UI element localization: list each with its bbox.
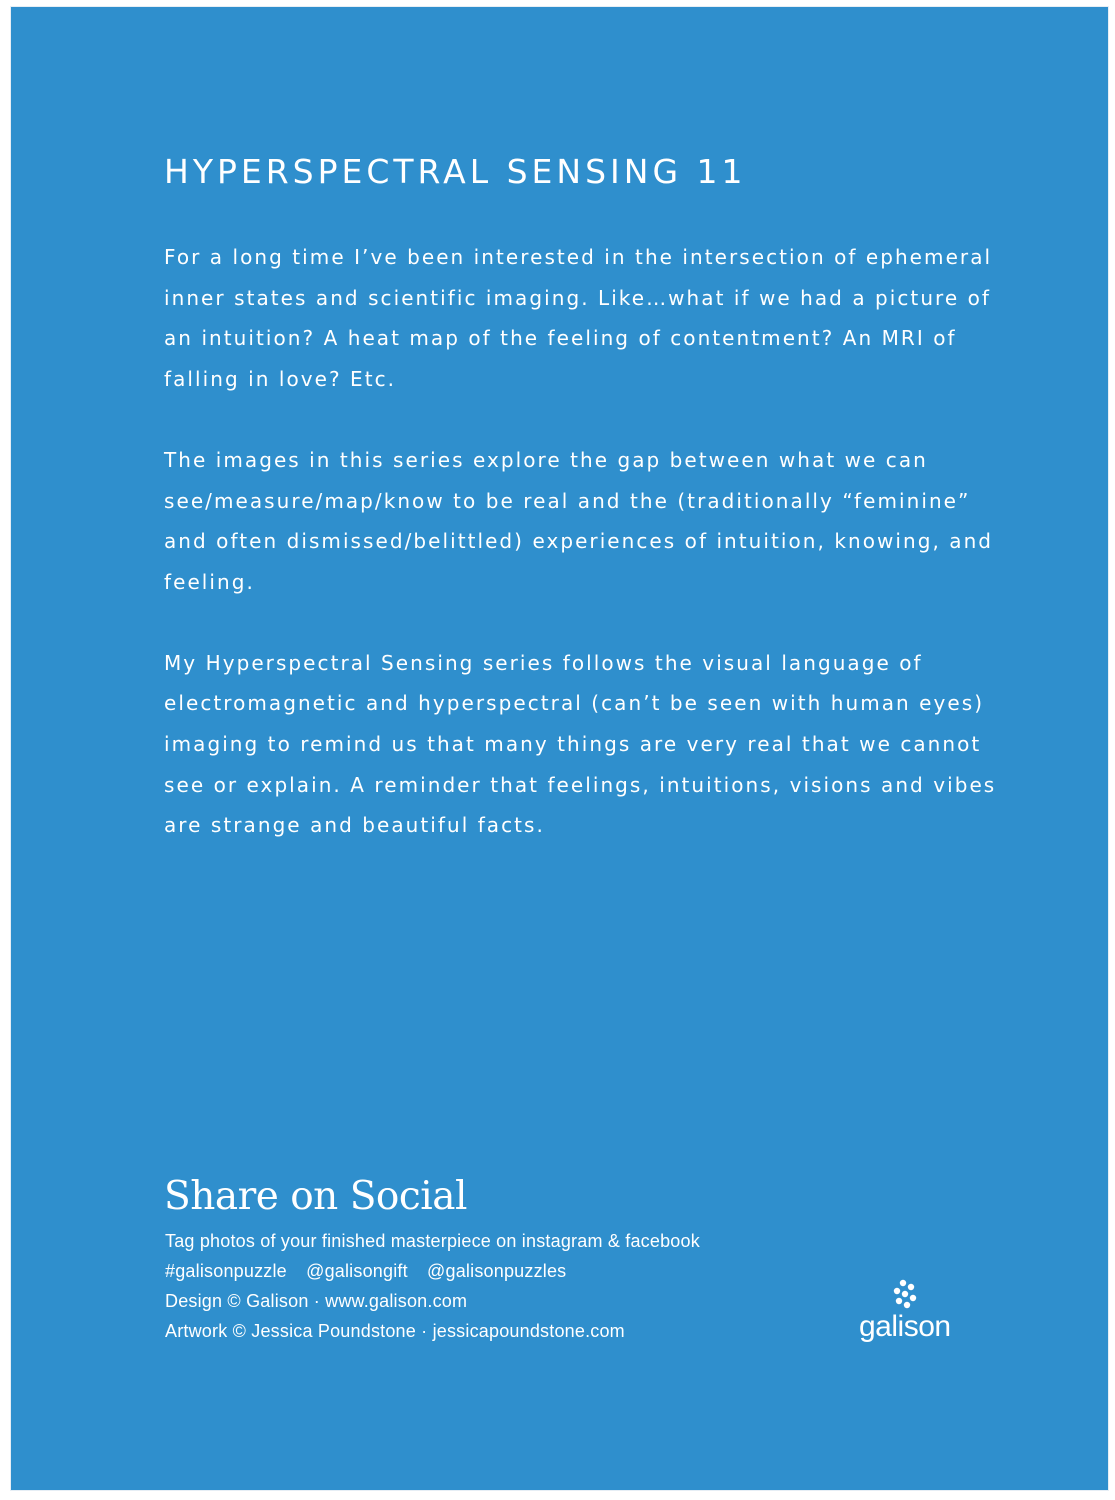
design-credit: Design © Galison · www.galison.com: [165, 1291, 468, 1311]
description: [164, 237, 1004, 886]
paragraph-3: My Hyperspectral Sensing series follows the visual language of electromagnetic and hyperspectral (can’t be seen with human eyes) imaging to remind us that many things are very real that we cannot see or explain. A reminder that feelings, intuitions, visions and vibes are strange and beautiful facts.: [164, 650, 997, 838]
logo-wordmark: galison: [859, 1310, 951, 1343]
social-tags: [165, 1256, 700, 1286]
hashtag-galisonpuzzle[interactable]: #galisonpuzzle: [165, 1261, 287, 1281]
page-title: HYPERSPECTRAL SENSING 11: [164, 152, 747, 191]
artwork-credit: Artwork © Jessica Poundstone · jessicapoundstone.com: [165, 1321, 625, 1341]
galison-logo: [855, 1279, 965, 1349]
handle-galisonpuzzles[interactable]: @galisonpuzzles: [427, 1261, 567, 1281]
handle-galisongift[interactable]: @galisongift: [306, 1261, 408, 1281]
puzzle-box-back: [11, 7, 1108, 1490]
paragraph-1: For a long time I’ve been interested in the intersection of ephemeral inner states and scientific imaging. Like…what if we had a picture of an intuition? A heat map of the feeling of contentment? An MRI of falling in love? Etc.: [164, 245, 993, 392]
paragraph-2: The images in this series explore the gap between what we can see/measure/map/know to be real and the (traditionally “feminine” and often dismissed/belittled) experiences of intuition, knowing, and feeling.: [164, 447, 994, 594]
credits-block: [165, 1226, 700, 1346]
tag-instructions: Tag photos of your finished masterpiece on instagram & facebook: [165, 1231, 700, 1251]
share-heading: Share on Social: [164, 1174, 467, 1219]
